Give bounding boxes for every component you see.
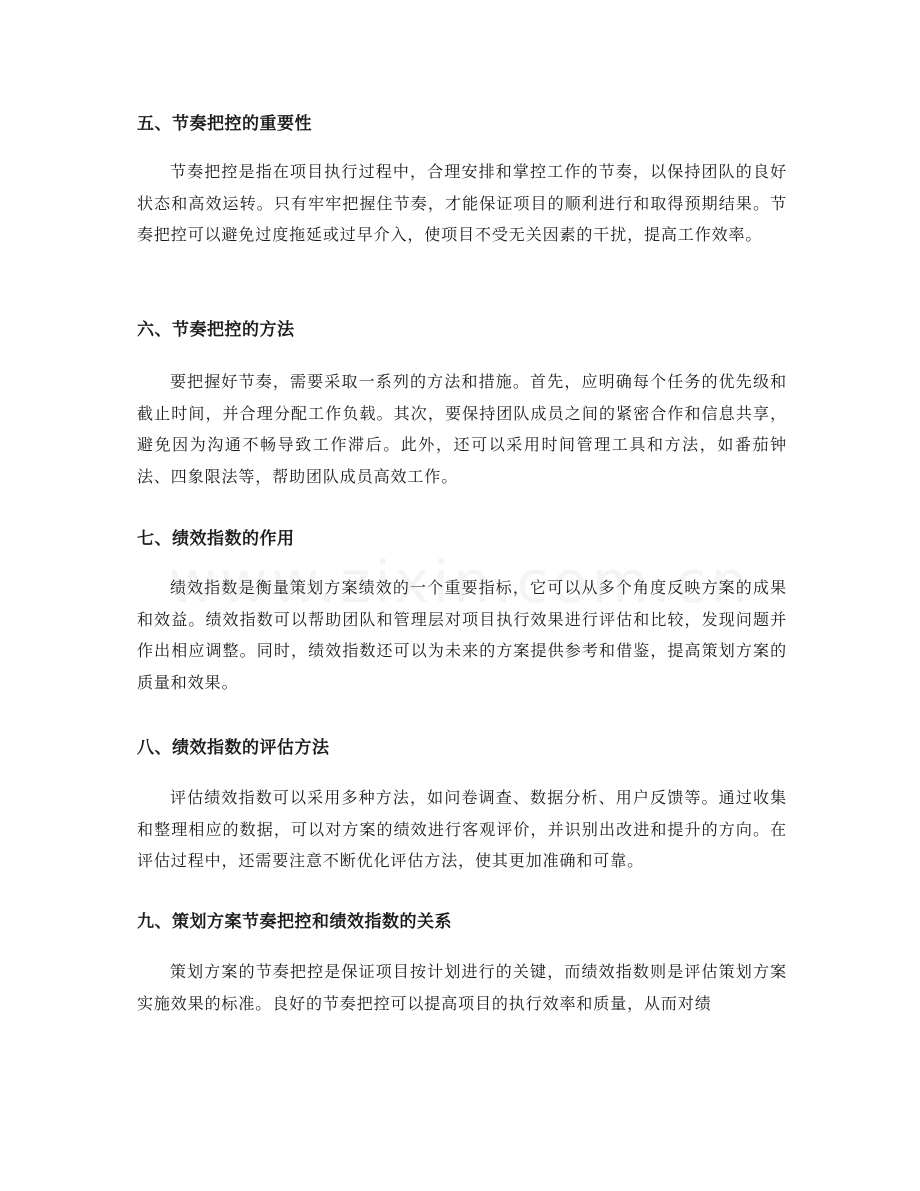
section-heading: 九、策划方案节奏把控和绩效指数的关系 xyxy=(137,912,452,932)
section-heading: 七、绩效指数的作用 xyxy=(137,529,295,549)
section-8 xyxy=(137,736,787,886)
section-body: 评估绩效指数可以采用多种方法，如问卷调查、数据分析、用户反馈等。通过收集和整理相应的数据，可以对方案的绩效进行客观评价，并识别出改进和提升的方向。在评估过程中，还需要注意不断优化评估方法，使其更加准确和可靠。 xyxy=(137,788,787,870)
section-heading: 五、节奏把控的重要性 xyxy=(137,114,312,134)
section-6 xyxy=(137,318,787,508)
section-heading: 六、节奏把控的方法 xyxy=(137,320,295,340)
section-heading: 八、绩效指数的评估方法 xyxy=(137,738,330,758)
section-body: 节奏把控是指在项目执行过程中，合理安排和掌控工作的节奏，以保持团队的良好状态和高效运转。只有牢牢把握住节奏，才能保证项目的顺利进行和取得预期结果。节奏把控可以避免过度拖延或过早介入，使项目不受无关因素的干扰，提高工作效率。 xyxy=(137,162,787,244)
section-5 xyxy=(137,112,787,302)
section-9 xyxy=(137,910,787,1030)
section-body: 要把握好节奏，需要采取一系列的方法和措施。首先，应明确每个任务的优先级和截止时间，并合理分配工作负载。其次，要保持团队成员之间的紧密合作和信息共享，避免因为沟通不畅导致工作滞后。此外，还可以采用时间管理工具和方法，如番茄钟法、四象限法等，帮助团队成员高效工作。 xyxy=(137,372,787,486)
section-body: 绩效指数是衡量策划方案绩效的一个重要指标，它可以从多个角度反映方案的成果和效益。绩效指数可以帮助团队和管理层对项目执行效果进行评估和比较，发现问题并作出相应调整。同时，绩效指数还可以为未来的方案提供参考和借鉴，提高策划方案的质量和效果。 xyxy=(137,578,787,692)
section-body: 策划方案的节奏把控是保证项目按计划进行的关键，而绩效指数则是评估策划方案实施效果的标准。良好的节奏把控可以提高项目的执行效率和质量，从而对绩 xyxy=(137,962,787,1013)
section-7 xyxy=(137,527,787,717)
